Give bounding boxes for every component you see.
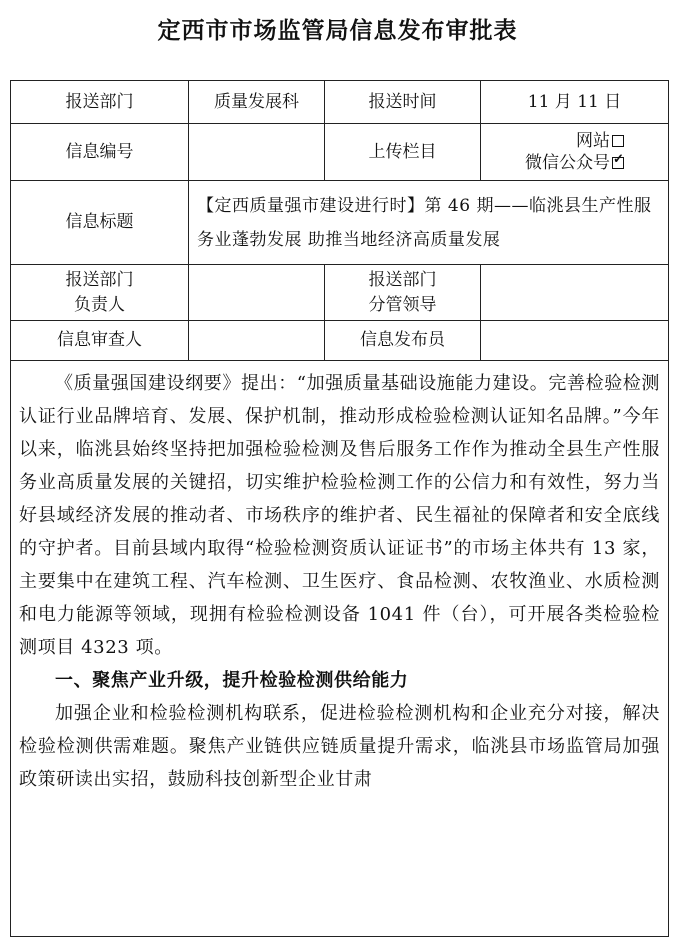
- option-wechat-label: 微信公众号: [525, 153, 610, 173]
- label-upload-column: 上传栏目: [325, 124, 481, 181]
- paragraph-intro: 《质量强国建设纲要》提出：“加强质量基础设施能力建设。完善检验检测认证行业品牌培育、发展、保护机制，推动形成检验检测认证知名品牌。”今年以来，临洮县始终坚持把加强检验检测及售后服务工作作为推动全县生产性服务业高质量发展的关键招，切实维护检验检测工作的公信力和有效性，努力当好县域经济发展的推动者、市场秩序的维护者、民生福祉的保障者和安全底线的守护者。目前县域内取得“检验检测资质认证证书”的市场主体共有 13 家，主要集中在建筑工程、汽车检测、卫生医疗、食品检测、农牧渔业、水质检测和电力能源等领域，现拥有检验检测设备 1041 件（台），可开展各类检验检测项目 4323 项。: [19, 373, 660, 658]
- form-row-dept: [11, 81, 669, 124]
- option-website[interactable]: [485, 130, 664, 152]
- wechat-checkbox[interactable]: [612, 157, 624, 169]
- form-row-review: [11, 321, 669, 361]
- label-info-number: 信息编号: [11, 124, 189, 181]
- value-publisher: [481, 321, 669, 361]
- value-time: 11 月 11 日: [481, 81, 669, 124]
- value-dept: 质量发展科: [189, 81, 325, 124]
- form-row-leaders: [11, 265, 669, 321]
- value-dept-leader: [481, 265, 669, 321]
- label-reviewer: 信息审查人: [11, 321, 189, 361]
- option-website-label: 网站: [576, 131, 610, 151]
- value-info-title: 【定西质量强市建设进行时】第 46 期——临洮县生产性服务业蓬勃发展 助推当地经济高质量发展: [189, 181, 669, 265]
- article-body: [11, 361, 668, 796]
- section-heading-1: 一、聚焦产业升级，提升检验检测供给能力: [55, 670, 409, 691]
- label-publisher: 信息发布员: [325, 321, 481, 361]
- value-dept-head: [189, 265, 325, 321]
- website-checkbox[interactable]: [612, 135, 624, 147]
- value-reviewer: [189, 321, 325, 361]
- content-cell: [11, 361, 669, 937]
- label-dept-leader-line1: 报送部门: [368, 269, 437, 290]
- label-dept-head: [11, 265, 189, 321]
- form-row-content: [11, 361, 669, 937]
- value-info-number: [189, 124, 325, 181]
- label-dept-head-line1: 报送部门: [65, 269, 134, 290]
- form-row-number: [11, 124, 669, 181]
- form-row-title: [11, 181, 669, 265]
- upload-column-options: [481, 124, 669, 181]
- option-wechat[interactable]: [485, 152, 664, 174]
- label-dept: 报送部门: [11, 81, 189, 124]
- paragraph-section1: 加强企业和检验检测机构联系，促进检验检测机构和企业充分对接，解决检验检测供需难题。聚焦产业链供应链质量提升需求，临洮县市场监管局加强政策研读出实招，鼓励科技创新型企业甘肃: [19, 703, 660, 790]
- label-time: 报送时间: [325, 81, 481, 124]
- approval-form-table: [10, 80, 669, 937]
- page-title: 定西市市场监管局信息发布审批表: [157, 18, 518, 44]
- label-dept-leader-line2: 分管领导: [368, 294, 437, 315]
- label-dept-head-line2: 负责人: [74, 294, 125, 315]
- label-dept-leader: [325, 265, 481, 321]
- label-info-title: 信息标题: [11, 181, 189, 265]
